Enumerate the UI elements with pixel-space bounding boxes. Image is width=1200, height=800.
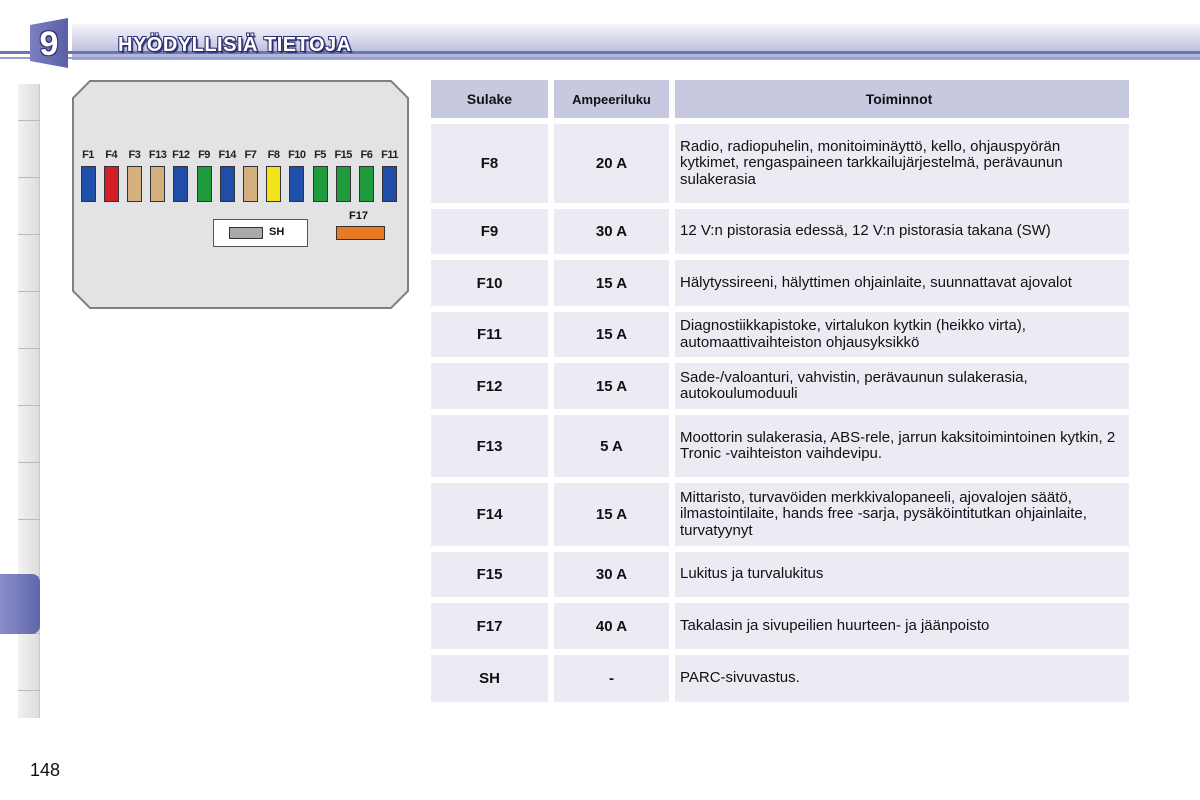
fuse-function: Mittaristo, turvavöiden merkkivalopaneeli, ajovalojen säätö, ilmastointilaite, hands free -sarja, pysäköintitutkan ohjainlaite, turvatyynyt bbox=[680, 488, 1087, 539]
fuse-code-cell bbox=[431, 209, 548, 254]
function-cell bbox=[675, 312, 1129, 357]
fuse-ampere: 30 A bbox=[595, 223, 628, 240]
fuse-code-cell bbox=[431, 260, 548, 306]
fuse-function: Sade-/valoanturi, vahvistin, perävaunun sulakerasia, autokoulumoduuli bbox=[680, 368, 1028, 402]
fuse-function: Moottorin sulakerasia, ABS-rele, jarrun kaksitoimintoinen kytkin, 2 Tronic -vaihteiston vaihdevipu. bbox=[680, 428, 1116, 462]
page-title: HYÖDYLLISIÄ TIETOJA bbox=[118, 34, 352, 56]
table-row bbox=[431, 552, 1129, 597]
fuse-label: F6 bbox=[360, 149, 373, 161]
fuse-function: Diagnostiikkapistoke, virtalukon kytkin (heikko virta), automaattivaihteiston ohjausyksikkö bbox=[680, 317, 1026, 351]
fuse-code-cell bbox=[431, 655, 548, 702]
fuse-code: F8 bbox=[480, 155, 499, 172]
fuse-label: F3 bbox=[128, 149, 141, 161]
chapter-sidebar-divider bbox=[18, 519, 40, 520]
ampere-cell bbox=[554, 209, 669, 254]
fuse-label: F8 bbox=[267, 149, 280, 161]
fuse-label: F10 bbox=[288, 149, 306, 161]
fuse-code-cell bbox=[431, 312, 548, 357]
fuse-code: F11 bbox=[476, 326, 503, 343]
chapter-sidebar-divider bbox=[18, 120, 40, 121]
fuse-code: F12 bbox=[476, 377, 503, 395]
table-row bbox=[431, 209, 1129, 254]
fuse-f13 bbox=[150, 166, 165, 202]
fuse-code-cell bbox=[431, 363, 548, 409]
function-cell bbox=[675, 209, 1129, 254]
ampere-cell bbox=[554, 603, 669, 649]
f17-label: F17 bbox=[349, 210, 368, 222]
header-sulake: Sulake bbox=[431, 80, 548, 118]
function-cell bbox=[675, 124, 1129, 203]
ampere-cell bbox=[554, 312, 669, 357]
chapter-sidebar-divider bbox=[18, 405, 40, 406]
fuse-code-cell bbox=[431, 415, 548, 477]
table-row bbox=[431, 124, 1129, 203]
fuse-label: F1 bbox=[82, 149, 94, 161]
fuse-code: SH bbox=[479, 670, 500, 687]
fuse-code-cell bbox=[431, 124, 548, 203]
table-row bbox=[431, 363, 1129, 409]
table-header-row bbox=[431, 80, 1129, 118]
table-row bbox=[431, 415, 1129, 477]
fuse-code-cell bbox=[431, 483, 548, 546]
table-row bbox=[431, 260, 1129, 306]
ampere-cell bbox=[554, 483, 669, 546]
table-row bbox=[431, 483, 1129, 546]
fuse-code-cell bbox=[431, 603, 548, 649]
header-divider-secondary bbox=[0, 57, 1200, 59]
fuse-label: F13 bbox=[148, 149, 167, 161]
fuse-function: Radio, radiopuhelin, monitoiminäyttö, kello, ohjauspyörän kytkimet, rengaspaineen tarkkailujärjestelmä, perävaunun sulakerasia bbox=[680, 137, 1063, 188]
fuse-code: F9 bbox=[480, 223, 499, 240]
fuse-ampere: 40 A bbox=[595, 617, 628, 635]
fuse-ampere: 30 A bbox=[595, 566, 628, 583]
fuse-code: F10 bbox=[476, 274, 503, 292]
fuse-code: F15 bbox=[476, 566, 503, 583]
fuse-function: Lukitus ja turvalukitus bbox=[680, 565, 824, 583]
chapter-sidebar-divider bbox=[18, 234, 40, 235]
fuse-label: F4 bbox=[105, 149, 118, 161]
fuse-f8 bbox=[266, 166, 281, 202]
fuse-f1 bbox=[81, 166, 96, 202]
fuse-f5 bbox=[313, 166, 328, 202]
fuse-ampere: 15 A bbox=[595, 377, 628, 395]
ampere-cell bbox=[554, 260, 669, 306]
fuse-label: F9 bbox=[198, 149, 210, 161]
fuse-f12 bbox=[173, 166, 188, 202]
function-cell bbox=[675, 603, 1129, 649]
fuse-f10 bbox=[289, 166, 304, 202]
header-ampeeriluku: Ampeeriluku bbox=[554, 80, 669, 118]
function-cell bbox=[675, 483, 1129, 546]
f17-fuse bbox=[336, 226, 385, 240]
chapter-sidebar-divider bbox=[18, 348, 40, 349]
table-row bbox=[431, 312, 1129, 357]
fuse-f6 bbox=[359, 166, 374, 202]
fuse-ampere: 20 A bbox=[595, 155, 628, 172]
fuse-f9 bbox=[197, 166, 212, 202]
fuse-function: Takalasin ja sivupeilien huurteen- ja jäänpoisto bbox=[680, 616, 990, 634]
chapter-sidebar-divider bbox=[18, 462, 40, 463]
fuse-function: 12 V:n pistorasia edessä, 12 V:n pistorasia takana (SW) bbox=[680, 222, 1051, 240]
fuse-ampere: - bbox=[609, 670, 614, 687]
fuse-code-cell bbox=[431, 552, 548, 597]
table-row bbox=[431, 603, 1129, 649]
fuse-label: F5 bbox=[314, 149, 326, 161]
chapter-sidebar-divider bbox=[18, 291, 40, 292]
ampere-cell bbox=[554, 552, 669, 597]
chapter-sidebar-divider bbox=[18, 690, 40, 691]
fuse-code: F14 bbox=[476, 506, 503, 523]
fuse-label: F7 bbox=[244, 149, 257, 161]
header-band bbox=[0, 12, 1200, 62]
fuse-f14 bbox=[220, 166, 235, 202]
page-number: 148 bbox=[30, 760, 61, 780]
fuse-label: F15 bbox=[334, 149, 352, 161]
fuse-f15 bbox=[336, 166, 351, 202]
chapter-number: 9 bbox=[39, 25, 59, 63]
table-row bbox=[431, 655, 1129, 702]
ampere-cell bbox=[554, 363, 669, 409]
sh-fuse bbox=[229, 227, 263, 239]
fuse-label: F11 bbox=[381, 149, 399, 161]
fuse-f4 bbox=[104, 166, 119, 202]
ampere-cell bbox=[554, 415, 669, 477]
sh-label: SH bbox=[269, 226, 285, 238]
ampere-cell bbox=[554, 124, 669, 203]
fuse-label: F12 bbox=[172, 149, 190, 161]
ampere-cell bbox=[554, 655, 669, 702]
chapter-sidebar-divider bbox=[18, 177, 40, 178]
fuse-f3 bbox=[127, 166, 142, 202]
fuse-code: F17 bbox=[476, 617, 503, 635]
fuse-label: F14 bbox=[218, 149, 236, 161]
function-cell bbox=[675, 260, 1129, 306]
fuse-ampere: 15 A bbox=[595, 326, 628, 343]
fuse-function: Hälytyssireeni, hälyttimen ohjainlaite, suunnattavat ajovalot bbox=[680, 273, 1072, 291]
fuse-ampere: 5 A bbox=[600, 437, 623, 455]
function-cell bbox=[675, 363, 1129, 409]
fuse-function: PARC-sivuvastus. bbox=[680, 669, 800, 687]
fuse-ampere: 15 A bbox=[595, 506, 628, 523]
function-cell bbox=[675, 655, 1129, 702]
fuse-f11 bbox=[382, 166, 397, 202]
chapter-sidebar-active-tab[interactable] bbox=[0, 574, 40, 634]
fuse-code: F13 bbox=[476, 437, 503, 455]
fuse-ampere: 15 A bbox=[595, 274, 628, 292]
header-toiminnot: Toiminnot bbox=[675, 80, 1129, 118]
fuse-f7 bbox=[243, 166, 258, 202]
function-cell bbox=[675, 552, 1129, 597]
function-cell bbox=[675, 415, 1129, 477]
